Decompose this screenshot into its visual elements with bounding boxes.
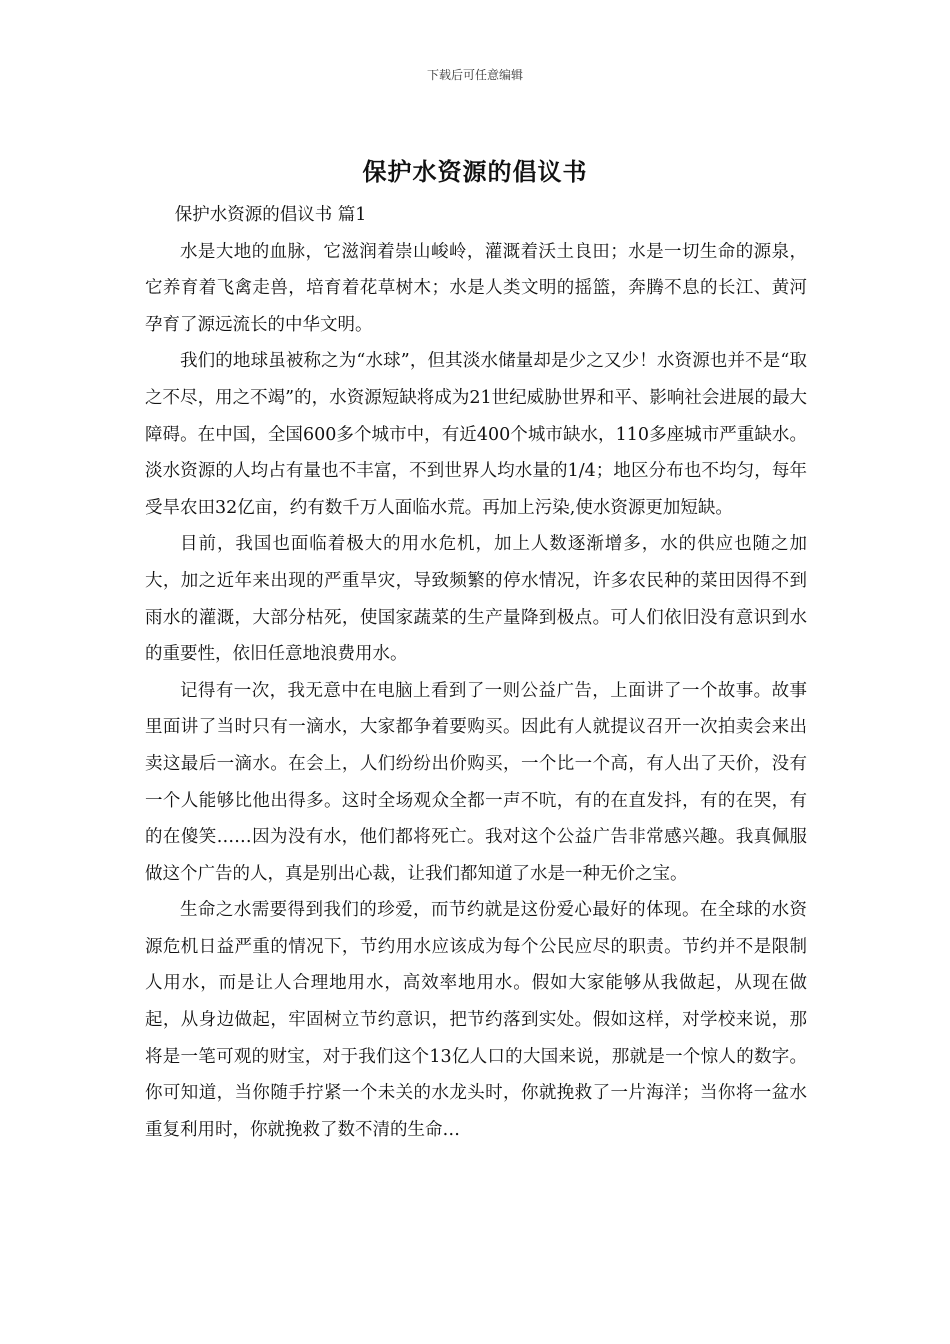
paragraph-2: 我们的地球虽被称之为“水球”，但其淡水储量却是少之又少！水资源也并不是“取之不尽，用之不竭”的，水资源短缺将成为21世纪威胁世界和平、影响社会进展的最大障碍。在中国，全国600多个城市中，有近400个城市缺水，110多座城市严重缺水。淡水资源的人均占有量也不丰富，不到世界人均水量的1/4；地区分布也不均匀，每年受旱农田32亿亩，约有数千万人面临水荒。再加上污染,使水资源更加短缺。 [145, 351, 807, 518]
document-body [145, 197, 807, 1148]
document-title: 保护水资源的倡议书 [362, 157, 588, 186]
header-note: 下载后可任意编辑 [426, 68, 523, 82]
paragraph-1: 水是大地的血脉，它滋润着崇山峻岭，灌溉着沃土良田；水是一切生命的源泉，它养育着飞禽走兽，培育着花草树木；水是人类文明的摇篮，奔腾不息的长江、黄河孕育了源远流长的中华文明。 [145, 241, 807, 335]
paragraph-5: 生命之水需要得到我们的珍爱，而节约就是这份爱心最好的体现。在全球的水资源危机日益严重的情况下，节约用水应该成为每个公民应尽的职责。节约并不是限制人用水，而是让人合理地用水，高效率地用水。假如大家能够从我做起，从现在做起，从身边做起，牢固树立节约意识，把节约落到实处。假如这样，对学校来说，那将是一笔可观的财宝，对于我们这个13亿人口的大国来说，那就是一个惊人的数字。你可知道，当你随手拧紧一个未关的水龙头时，你就挽救了一片海洋；当你将一盆水重复利用时，你就挽救了数不清的生命… [145, 900, 807, 1140]
section-subtitle: 保护水资源的倡议书 篇1 [174, 205, 367, 225]
paragraph-3: 目前，我国也面临着极大的用水危机，加上人数逐渐增多，水的供应也随之加大，加之近年来出现的严重旱灾，导致频繁的停水情况，许多农民种的菜田因得不到雨水的灌溉，大部分枯死，使国家蔬菜的生产量降到极点。可人们依旧没有意识到水的重要性，依旧任意地浪费用水。 [145, 534, 807, 665]
paragraph-4: 记得有一次，我无意中在电脑上看到了一则公益广告，上面讲了一个故事。故事里面讲了当时只有一滴水，大家都争着要购买。因此有人就提议召开一次拍卖会来出卖这最后一滴水。在会上，人们纷纷出价购买，一个比一个高，有人出了天价，没有一个人能够比他出得多。这时全场观众全都一声不吭，有的在直发抖，有的在哭，有的在傻笑……因为没有水，他们都将死亡。我对这个公益广告非常感兴趣。我真佩服做这个广告的人，真是别出心裁，让我们都知道了水是一种无价之宝。 [145, 680, 807, 884]
